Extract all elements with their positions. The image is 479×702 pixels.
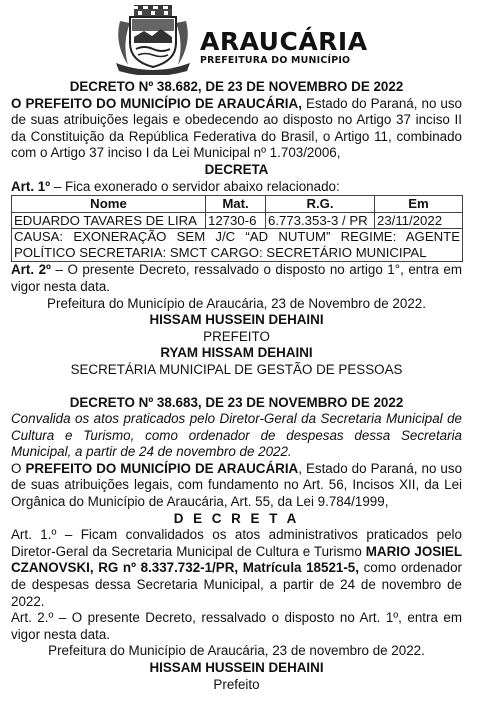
signer-name: HISSAM HUSSEIN DEHAINI bbox=[149, 660, 324, 675]
column-header: Mat. bbox=[206, 196, 266, 213]
preamble-text: Estado do Paraná, no uso de suas atribuições legais e obedecendo ao disposto no Artigo 37 inciso II da Constituição da República Federativa do Brasil, o Artigo 11, combinado com o Artigo 37 inciso I da Lei Municipal nº 1.703/2006, bbox=[11, 95, 462, 161]
article-1-servant: MARIO JOSIEL CZANOVSKI, RG nº 8.337.732-1/PR, Matrícula 18521-5, bbox=[11, 543, 462, 576]
article-2-label: Art. 2º bbox=[11, 262, 51, 278]
article-1-tail: como ordenador de despesas dessa Secretaria Municipal, a partir de 24 de novembro de 2022. bbox=[11, 560, 463, 609]
decreta-heading: DECRETA bbox=[204, 161, 269, 177]
article-2 bbox=[11, 610, 462, 643]
article-2-text: – O presente Decreto, ressalvado o disposto no artigo 1°, entra em vigor nesta data. bbox=[11, 262, 462, 294]
table-row bbox=[12, 212, 463, 229]
column-header: R.G. bbox=[266, 196, 375, 213]
decree-preamble bbox=[11, 96, 462, 162]
article-2 bbox=[11, 262, 462, 295]
article-2-label: Art. 2.º bbox=[11, 610, 54, 626]
table-header-row bbox=[12, 196, 463, 213]
table-cell: 6.773.353-3 / PR bbox=[266, 212, 375, 229]
place-date: Prefeitura do Município de Araucária, 23 de Novembro de 2022. bbox=[47, 295, 426, 311]
decree-preamble bbox=[11, 461, 462, 511]
article-1 bbox=[11, 527, 462, 610]
municipal-coat-of-arms-icon bbox=[112, 3, 194, 75]
decree-38683 bbox=[11, 395, 462, 694]
article-1-label: Art. 1.º bbox=[11, 527, 57, 543]
section-spacer bbox=[11, 379, 462, 395]
decree-title: DECRETO Nº 38.682, DE 23 DE NOVEMBRO DE 2022 bbox=[69, 79, 404, 94]
article-1-text: – Ficam convalidados os atos administrativos praticados pelo Diretor-Geral da Secretaria Municipal de Cultura e Turismo bbox=[11, 527, 462, 559]
table-cell: EDUARDO TAVARES DE LIRA bbox=[12, 212, 206, 229]
signer-name: RYAM HISSAM DEHAINI bbox=[160, 345, 313, 361]
brand-name: ARAUCÁRIA bbox=[200, 27, 368, 56]
preamble-prefix: O bbox=[11, 460, 26, 476]
article-1-label: Art. 1º bbox=[11, 178, 51, 194]
article-2-text: – O presente Decreto, ressalvado o disposto no Art. 1º, entra em vigor nesta data. bbox=[11, 610, 462, 642]
table-cause-row bbox=[12, 229, 463, 262]
preamble-authority: O PREFEITO DO MUNICÍPIO DE ARAUCÁRIA, bbox=[11, 95, 302, 111]
decree-summary: Convalida os atos praticados pelo Diretor-Geral da Secretaria Municipal de Cultura e Turismo, como ordenador de despesas dessa Secretaria Municipal, a partir de 24 de novembro de 2022. bbox=[11, 411, 462, 460]
preamble-text: , Estado do Paraná, no uso de suas atribuições legais, com fundamento no Art. 56, Incisos XII, da Lei Orgânica do Município de Araucária, Art. 55, da Lei 9.784/1999, bbox=[11, 460, 463, 510]
signer-role: PREFEITO bbox=[203, 328, 270, 344]
article-1 bbox=[11, 179, 462, 196]
brand-subtitle: PREFEITURA DO MUNICÍPIO bbox=[200, 55, 351, 66]
preamble-authority: PREFEITO DO MUNICÍPIO DE ARAUCÁRIA bbox=[25, 460, 299, 476]
decree-38682 bbox=[11, 79, 462, 379]
article-1-text: – Fica exonerado o servidor abaixo relacionado: bbox=[50, 178, 340, 194]
signer-role: SECRETÁRIA MUNICIPAL DE GESTÃO DE PESSOAS bbox=[70, 361, 403, 377]
column-header: Em bbox=[375, 196, 463, 213]
column-header: Nome bbox=[12, 196, 206, 213]
cause-cell: CAUSA: EXONERAÇÃO SEM J/C “AD NUTUM” REGIME: AGENTE POLÍTICO SECRETARIA: SMCT CARGO: SECRETÁRIO MUNICIPAL bbox=[12, 229, 463, 262]
decreta-heading: D E C R E T A bbox=[173, 510, 300, 526]
table-cell: 23/11/2022 bbox=[375, 212, 463, 229]
table-cell: 12730-6 bbox=[206, 212, 266, 229]
servant-table bbox=[11, 195, 463, 262]
decree-title: DECRETO Nº 38.683, DE 23 DE NOVEMBRO DE 2022 bbox=[69, 394, 404, 410]
place-date: Prefeitura do Município de Araucária, 23 de novembro de 2022. bbox=[48, 643, 425, 659]
signer-role: Prefeito bbox=[213, 676, 260, 692]
signer-name: HISSAM HUSSEIN DEHAINI bbox=[149, 312, 324, 328]
header bbox=[0, 0, 479, 78]
gazette-content bbox=[11, 79, 462, 693]
brand bbox=[200, 29, 368, 66]
